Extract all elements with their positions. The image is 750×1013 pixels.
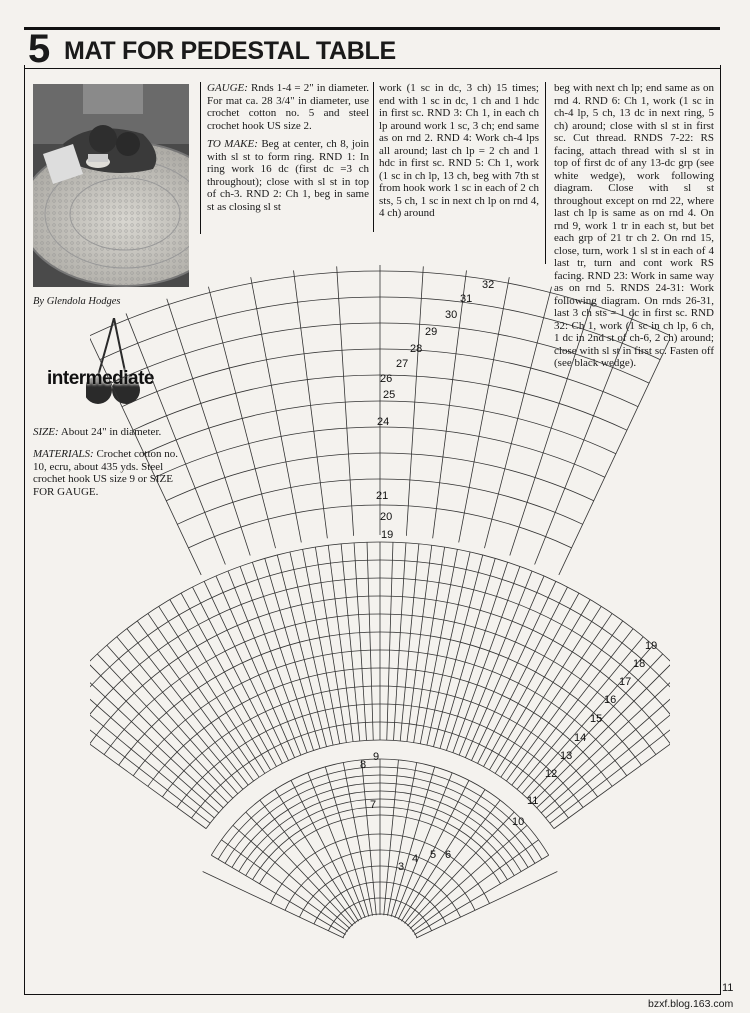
diagram-stitch bbox=[277, 555, 326, 747]
diagram-stitch bbox=[414, 855, 548, 934]
round-label: 24 bbox=[377, 416, 390, 428]
instructions-column-2: work (1 sc in dc, 3 ch) 15 times; end with 1 sc in dc, 1 ch and 1 hdc in first sc. RND 3: Ch 1, in each ch lp around work 1 sc, 3 ch; end same as on rnd 2. RND 4: Work ch-4 lps all around; last ch lp = 2 ch and 1 hdc in first sc. RND 5: Ch 1, work (1 sc in ch lp, 13 ch, beg with 7th st from hook work 1 sc in each of 2 ch sts, 5 ch, 1 sc in next ch lp on rnd 4, 4 ch) around bbox=[379, 82, 539, 219]
round-label: 25 bbox=[383, 389, 396, 401]
diagram-stitch bbox=[290, 552, 333, 745]
diagram-stitch bbox=[510, 299, 593, 556]
diagram-stitch bbox=[414, 547, 445, 743]
make-paragraph bbox=[207, 138, 369, 213]
round-label: 11 bbox=[527, 795, 539, 807]
diagram-round-arc bbox=[343, 914, 417, 938]
diagram-stitch bbox=[393, 543, 405, 741]
diagram-stitch bbox=[406, 266, 423, 535]
round-label: 18 bbox=[633, 658, 646, 670]
diagram-stitch bbox=[337, 266, 354, 535]
diagram-stitch bbox=[208, 287, 275, 549]
round-label: 4 bbox=[412, 853, 419, 865]
diagram-stitch bbox=[97, 654, 233, 798]
round-label: 30 bbox=[445, 309, 458, 321]
diagram-stitch bbox=[484, 593, 579, 767]
diagram-stitch bbox=[251, 277, 302, 542]
diagram-stitch bbox=[341, 544, 360, 741]
diagram-stitch bbox=[400, 544, 419, 741]
diagram-stitch bbox=[126, 313, 225, 564]
diagram-stitch bbox=[181, 593, 276, 767]
column-rule-2 bbox=[373, 82, 374, 232]
pattern-number: 5 bbox=[28, 27, 51, 71]
round-label: 27 bbox=[396, 358, 409, 370]
diagram-stitch bbox=[90, 692, 214, 818]
round-label: 6 bbox=[445, 849, 452, 861]
diagram-stitch bbox=[294, 270, 328, 538]
site-watermark: bzxf.blog.163.com bbox=[648, 998, 734, 1010]
diagram-stitch bbox=[137, 621, 253, 781]
round-label: 21 bbox=[376, 490, 389, 502]
diagram-stitch bbox=[387, 542, 393, 740]
round-label: 26 bbox=[380, 373, 393, 385]
round-label: 17 bbox=[619, 676, 632, 688]
round-label: 12 bbox=[545, 768, 558, 780]
byline: By Glendola Hodges bbox=[33, 296, 121, 307]
round-label: 7 bbox=[370, 799, 377, 811]
frame-left-rule bbox=[24, 65, 25, 995]
round-label: 19 bbox=[381, 529, 394, 541]
diagram-stitch bbox=[391, 767, 435, 917]
diagram-stitch bbox=[472, 581, 556, 760]
diagram-stitch bbox=[343, 762, 372, 915]
diagram-stitch bbox=[325, 767, 369, 917]
round-label: 16 bbox=[604, 694, 617, 706]
round-label: 15 bbox=[590, 713, 603, 725]
size-text: About 24" in diameter. bbox=[60, 426, 162, 438]
diagram-stitch bbox=[535, 313, 634, 564]
title-bar bbox=[24, 27, 720, 69]
make-label: TO MAKE: bbox=[207, 138, 258, 150]
frame-right-rule bbox=[720, 65, 721, 995]
diagram-stitch bbox=[211, 855, 345, 934]
round-label: 3 bbox=[398, 861, 405, 873]
materials-label: MATERIALS: bbox=[33, 448, 94, 460]
round-label: 10 bbox=[512, 816, 525, 828]
round-label: 28 bbox=[410, 343, 423, 355]
crochet-diagram bbox=[90, 255, 670, 995]
diagram-stitch bbox=[367, 542, 373, 740]
diagram-stitch bbox=[484, 287, 551, 549]
instructions-column-3: beg with next ch lp; end same as on rnd 4. RND 6: Ch 1, work (1 sc in ch-4 lp, 5 ch, 13 dc in next ring, 5 ch) around; close with sl st in first sc. Cut thread. RNDS 7-22: RS facing, attach thread with sl st in top of first dc of any 13-dc grp (see white wedge), work following diagram. Close with sl st throughout except on rnd 22, where last ch lp is same as on rnd 4. On rnd 9, work 1 tr in each st, but bet each grp of 21 tr ch 2. On rnd 15, close, turn, work 1 sl st in each of 4 last tr, turn and cont work RS facing. RND 23: Work in same way as on rnd 5. RNDS 24-31: Work following diagram. On rnds 26-31, last 3 ch sts = 1 dc in first sc. RND 32: Ch 1, work (1 sc in ch lp, 6 ch, 1 dc in 2nd st of ch-6, 2 ch) around; close with sl st in first sc. Fasten off (see black wedge). bbox=[554, 82, 714, 369]
round-label: 20 bbox=[380, 511, 393, 523]
make-text: Beg at center, ch 8, join with sl st to form ring. RND 1: In ring work 16 dc (first dc =3 ch throughout); close with sl st in top of ch-3. RND 2: Ch 1, beg in same st as closing sl st bbox=[207, 138, 369, 213]
gauge-text: Rnds 1-4 = 2" in diameter. For mat ca. 28 3/4" in diameter, use crochet cotton no. 5 and steel crochet hook US size 2. bbox=[207, 82, 370, 132]
skill-level: intermediate bbox=[47, 368, 154, 389]
gauge-paragraph bbox=[207, 82, 369, 132]
size-label: SIZE: bbox=[33, 426, 59, 438]
diagram-stitch bbox=[354, 543, 366, 741]
diagram-stitch bbox=[117, 637, 243, 790]
diagram-stitch bbox=[407, 545, 432, 741]
diagram-stitch bbox=[167, 299, 250, 556]
diagram-stitch bbox=[427, 552, 470, 745]
round-label: 32 bbox=[482, 279, 495, 291]
diagram-stitch bbox=[537, 672, 670, 808]
materials-text: Crochet cotton no. 10, ecru, about 435 yds. Steel crochet hook US size 9 or SIZE FOR GAUGE. bbox=[33, 448, 179, 498]
page-number: 11 bbox=[722, 982, 734, 994]
diagram-stitch bbox=[328, 545, 353, 741]
round-label: 19 bbox=[645, 640, 658, 652]
instructions-column-1 bbox=[207, 82, 369, 219]
round-label: 8 bbox=[360, 759, 367, 771]
round-label: 13 bbox=[560, 750, 573, 762]
page-title: MAT FOR PEDESTAL TABLE bbox=[64, 37, 396, 65]
diagram-stitch bbox=[459, 277, 510, 542]
round-label: 5 bbox=[430, 849, 437, 861]
column-rule-3 bbox=[545, 82, 546, 264]
round-label: 29 bbox=[425, 326, 438, 338]
gauge-label: GAUGE: bbox=[207, 82, 248, 94]
diagram-stitch bbox=[517, 637, 646, 790]
round-label: 9 bbox=[373, 751, 380, 763]
column-rule-1 bbox=[200, 82, 201, 234]
diagram-stitch bbox=[90, 672, 223, 808]
round-label: 31 bbox=[460, 293, 473, 305]
round-label: 14 bbox=[574, 732, 587, 744]
diagram-stitch bbox=[387, 762, 419, 915]
diagram-stitch bbox=[315, 547, 346, 743]
diagram-stitch bbox=[204, 581, 288, 760]
diagram-stitch bbox=[433, 555, 482, 747]
